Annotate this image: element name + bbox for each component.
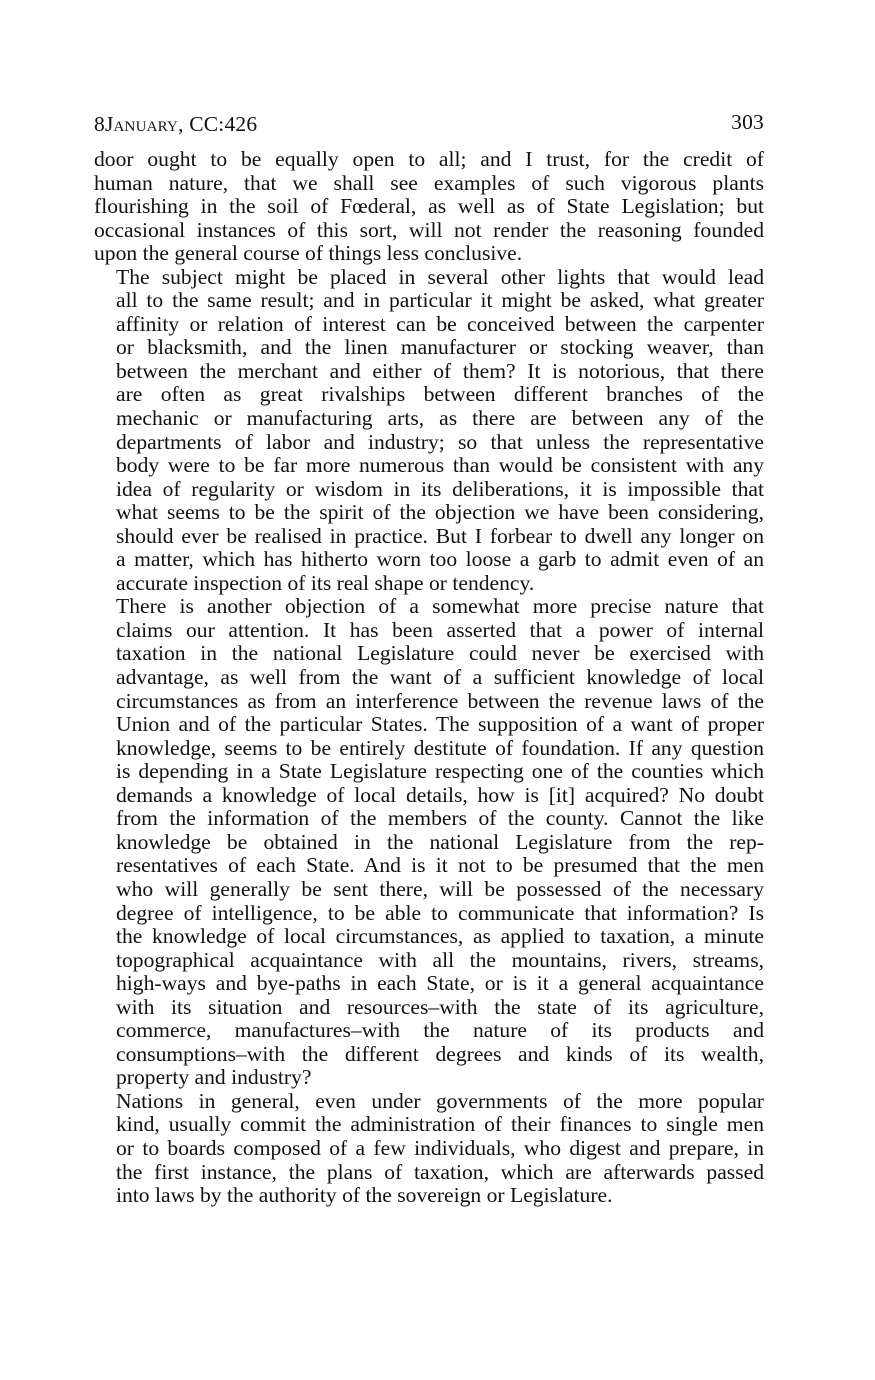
text-line: property and industry? [116, 1065, 312, 1090]
paragraph [94, 148, 764, 266]
text-line: consumptions–with the different degrees and kinds of its wealth, [116, 1041, 764, 1066]
text-line: topographical acquaintance with all the mountains, rivers, streams, [116, 947, 764, 972]
text-line: what seems to be the spirit of the objection we have been considering, [116, 500, 764, 525]
text-line: door ought to be equally open to all; and I trust, for the credit of [94, 147, 764, 171]
text-line: is depending in a State Legislature respecting one of the counties which [116, 759, 764, 784]
text-line: should ever be realised in practice. But I forbear to dwell any longer on [116, 523, 764, 548]
page [94, 112, 764, 1208]
text-line: body were to be far more numerous than would be consistent with any [116, 453, 764, 478]
paragraph [94, 1090, 764, 1208]
text-line: knowledge be obtained in the national Legislature from the rep- [116, 829, 764, 854]
text-line: The subject might be placed in several other lights that would lead [116, 264, 764, 289]
text-line: high-ways and bye-paths in each State, or is it a general acquaintance [116, 971, 764, 996]
text-line: knowledge, seems to be entirely destitute of foundation. If any question [116, 735, 764, 760]
text-line: departments of labor and industry; so that unless the representative [116, 429, 764, 454]
text-line: or to boards composed of a few individuals, who digest and prepare, in [116, 1135, 764, 1160]
date-month: January [104, 112, 179, 136]
text-line: Union and of the particular States. The supposition of a want of proper [116, 712, 764, 737]
text-line: from the information of the members of the county. Cannot the like [116, 806, 764, 831]
text-line: who will generally be sent there, will be possessed of the necessary [116, 876, 764, 901]
text-line: human nature, that we shall see examples of such vigorous plants [94, 170, 764, 195]
text-line: flourishing in the soil of Fœderal, as well as of State Legislation; but [94, 194, 764, 219]
running-head-left [94, 112, 257, 137]
text-line: commerce, manufactures–with the nature of its products and [116, 1018, 764, 1043]
text-line: occasional instances of this sort, will not render the reasoning founded [94, 217, 764, 242]
text-line: mechanic or manufacturing arts, as there are between any of the [116, 406, 764, 431]
text-line: upon the general course of things less conclusive. [94, 241, 523, 266]
text-line: a matter, which has hitherto worn too loose a garb to admit even of an [116, 547, 764, 572]
text-line: resentatives of each State. And is it not to be presumed that the men [116, 853, 764, 878]
text-line: accurate inspection of its real shape or tendency. [116, 570, 535, 595]
text-line: There is another objection of a somewhat more precise nature that [116, 594, 764, 619]
text-line: circumstances as from an interference between the revenue laws of the [116, 688, 764, 713]
text-line: advantage, as well from the want of a sufficient knowledge of local [116, 665, 764, 690]
date-day: 8 [94, 112, 105, 136]
text-line: are often as great rivalships between different branches of the [116, 382, 764, 407]
page-number: 303 [731, 110, 764, 134]
text-line: affinity or relation of interest can be conceived between the carpenter [116, 311, 764, 336]
text-line: between the merchant and either of them? It is notorious, that there [116, 358, 764, 383]
text-line: the knowledge of local circumstances, as applied to taxation, a minute [116, 924, 764, 949]
text-line: taxation in the national Legislature could never be exercised with [116, 641, 764, 666]
text-line: with its situation and resources–with the state of its agriculture, [116, 994, 764, 1019]
text-line: kind, usually commit the administration of their finances to single men [116, 1112, 764, 1137]
text-line: Nations in general, even under governments of the more popular [116, 1088, 764, 1113]
text-line: into laws by the authority of the sovereign or Legislature. [116, 1183, 613, 1208]
text-line: claims our attention. It has been asserted that a power of internal [116, 617, 764, 642]
text-line: demands a knowledge of local details, how is [it] acquired? No doubt [116, 782, 764, 807]
paragraph [94, 266, 764, 596]
text-line: idea of regularity or wisdom in its deliberations, it is impossible that [116, 476, 764, 501]
text-line: or blacksmith, and the linen manufacturer or stocking weaver, than [116, 335, 764, 360]
running-head [94, 112, 764, 148]
text-line: all to the same result; and in particular it might be asked, what greater [116, 288, 764, 313]
body-text [94, 148, 764, 1208]
paragraph [94, 595, 764, 1089]
text-line: the first instance, the plans of taxation, which are afterwards passed [116, 1159, 764, 1184]
text-line: degree of intelligence, to be able to communicate that information? Is [116, 900, 764, 925]
document-reference: , CC:426 [178, 112, 258, 136]
